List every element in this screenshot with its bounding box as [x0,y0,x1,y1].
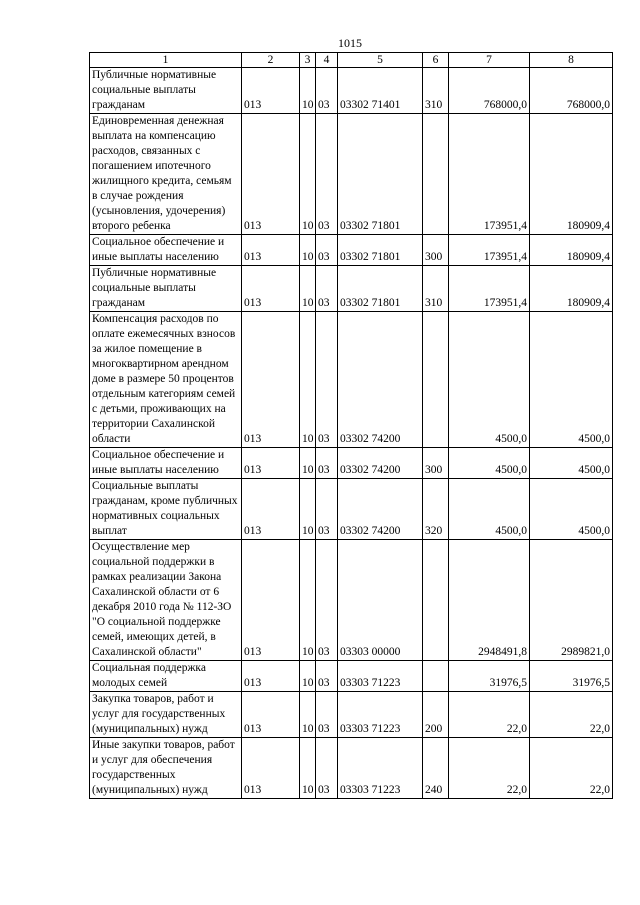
header-col-7: 7 [449,53,530,68]
table-row [90,266,613,312]
row-col2-cell: 013 [242,692,300,738]
row-col6-cell: 300 [423,235,449,266]
table-body [90,53,613,799]
table-row [90,235,613,266]
row-col8-cell: 180909,4 [530,114,613,235]
table-row [90,312,613,448]
row-col7-cell: 173951,4 [449,235,530,266]
row-col6-cell [423,661,449,692]
row-col4-cell: 03 [316,68,338,114]
row-col7-cell: 2948491,8 [449,540,530,661]
row-col2-cell: 013 [242,448,300,479]
row-col2-cell: 013 [242,114,300,235]
row-col7-cell: 4500,0 [449,479,530,540]
row-col4-cell: 03 [316,479,338,540]
row-name-cell: Компенсация расходов по оплате ежемесячных взносов за жилое помещение в многоквартирном арендном доме в размере 50 процентов отдельным категориям семей с детьми, проживающих на территории Сахалинской области [90,312,242,448]
row-col8-cell: 2989821,0 [530,540,613,661]
row-col7-cell: 22,0 [449,692,530,738]
row-col6-cell: 240 [423,738,449,799]
row-col5-cell: 03303 71223 [338,738,423,799]
header-col-3: 3 [300,53,316,68]
row-col3-cell: 10 [300,68,316,114]
row-col5-cell: 03303 71223 [338,661,423,692]
row-col2-cell: 013 [242,235,300,266]
row-col8-cell: 4500,0 [530,479,613,540]
row-col8-cell: 180909,4 [530,235,613,266]
row-col3-cell: 10 [300,661,316,692]
row-col5-cell: 03302 71401 [338,68,423,114]
header-col-6: 6 [423,53,449,68]
budget-table [89,52,613,799]
row-col5-cell: 03302 74200 [338,479,423,540]
row-col6-cell [423,312,449,448]
row-col4-cell: 03 [316,235,338,266]
row-col7-cell: 31976,5 [449,661,530,692]
row-col8-cell: 768000,0 [530,68,613,114]
row-col5-cell: 03302 71801 [338,266,423,312]
row-col3-cell: 10 [300,448,316,479]
row-col2-cell: 013 [242,661,300,692]
row-col6-cell: 310 [423,68,449,114]
row-col6-cell: 320 [423,479,449,540]
row-col2-cell: 013 [242,68,300,114]
row-col2-cell: 013 [242,479,300,540]
row-col4-cell: 03 [316,448,338,479]
row-name-cell: Социальное обеспечение и иные выплаты населению [90,235,242,266]
table-row [90,738,613,799]
row-name-cell: Публичные нормативные социальные выплаты гражданам [90,68,242,114]
row-col5-cell: 03303 71223 [338,692,423,738]
row-col3-cell: 10 [300,540,316,661]
row-col4-cell: 03 [316,540,338,661]
row-col3-cell: 10 [300,738,316,799]
row-name-cell: Осуществление мер социальной поддержки в рамках реализации Закона Сахалинской области от 6 декабря 2010 года № 112-ЗО "О социальной поддержке семей, имеющих детей, в Сахалинской области" [90,540,242,661]
row-name-cell: Социальное обеспечение и иные выплаты населению [90,448,242,479]
row-col5-cell: 03303 00000 [338,540,423,661]
row-col7-cell: 173951,4 [449,114,530,235]
row-col6-cell: 200 [423,692,449,738]
row-col8-cell: 4500,0 [530,312,613,448]
row-col8-cell: 22,0 [530,738,613,799]
row-name-cell: Социальная поддержка молодых семей [90,661,242,692]
row-col6-cell [423,114,449,235]
row-col2-cell: 013 [242,266,300,312]
row-col8-cell: 180909,4 [530,266,613,312]
row-col4-cell: 03 [316,114,338,235]
table-row [90,448,613,479]
row-col5-cell: 03302 71801 [338,235,423,266]
header-col-8: 8 [530,53,613,68]
row-col3-cell: 10 [300,312,316,448]
row-col3-cell: 10 [300,235,316,266]
table-row [90,661,613,692]
row-col7-cell: 22,0 [449,738,530,799]
row-col7-cell: 4500,0 [449,312,530,448]
row-col3-cell: 10 [300,114,316,235]
row-col8-cell: 4500,0 [530,448,613,479]
table-row [90,68,613,114]
row-col5-cell: 03302 74200 [338,312,423,448]
table-row [90,692,613,738]
header-row [90,53,613,68]
row-name-cell: Социальные выплаты гражданам, кроме публичных нормативных социальных выплат [90,479,242,540]
row-col2-cell: 013 [242,738,300,799]
row-col6-cell: 310 [423,266,449,312]
row-col7-cell: 4500,0 [449,448,530,479]
header-col-1: 1 [90,53,242,68]
row-col6-cell [423,540,449,661]
table-row [90,540,613,661]
row-col6-cell: 300 [423,448,449,479]
row-col4-cell: 03 [316,661,338,692]
row-col3-cell: 10 [300,266,316,312]
header-col-4: 4 [316,53,338,68]
row-col4-cell: 03 [316,266,338,312]
row-col3-cell: 10 [300,692,316,738]
row-col4-cell: 03 [316,312,338,448]
row-col5-cell: 03302 74200 [338,448,423,479]
row-col4-cell: 03 [316,692,338,738]
row-name-cell: Единовременная денежная выплата на компенсацию расходов, связанных с погашением ипотечного жилищного кредита, семьям в случае рождения (усыновления, удочерения) второго ребенка [90,114,242,235]
row-col3-cell: 10 [300,479,316,540]
row-col2-cell: 013 [242,540,300,661]
row-name-cell: Иные закупки товаров, работ и услуг для обеспечения государственных (муниципальных) нужд [90,738,242,799]
row-col4-cell: 03 [316,738,338,799]
row-col5-cell: 03302 71801 [338,114,423,235]
header-col-2: 2 [242,53,300,68]
row-name-cell: Публичные нормативные социальные выплаты гражданам [90,266,242,312]
header-col-5: 5 [338,53,423,68]
row-col8-cell: 31976,5 [530,661,613,692]
row-col8-cell: 22,0 [530,692,613,738]
page-number: 1015 [338,36,362,50]
row-col2-cell: 013 [242,312,300,448]
table-row [90,479,613,540]
table-row [90,114,613,235]
row-col7-cell: 768000,0 [449,68,530,114]
row-col7-cell: 173951,4 [449,266,530,312]
row-name-cell: Закупка товаров, работ и услуг для государственных (муниципальных) нужд [90,692,242,738]
